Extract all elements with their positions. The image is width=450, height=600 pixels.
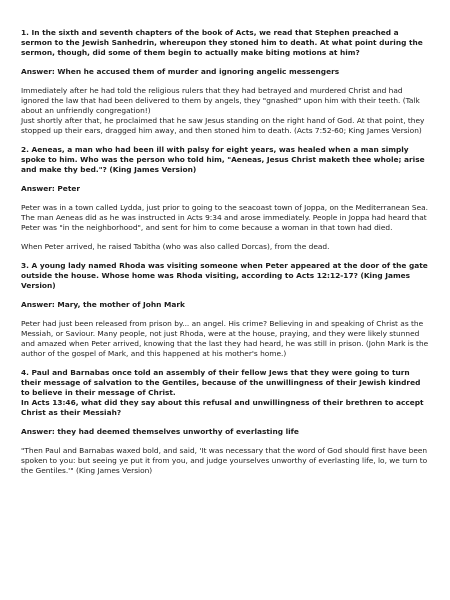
question-text-continued: In Acts 13:46, what did they say about this refusal and unwillingness of their brethren to accept Christ as their Messiah? (21, 398, 424, 417)
explanation-3: Peter had just been released from prison by... an angel. His crime? Believing in and speaking of Christ as the Messiah, or Saviour. Many people, not just Rhoda, were at the house, praying, and they were likely stunned and amazed when Peter arrived, knowing that the last they had heard, he was still in prison. (John Mark is the author of the gospel of Mark, and this happened at his mother's home.) (21, 319, 429, 358)
question-4 (21, 368, 430, 418)
answer-4: Answer: they had deemed themselves unworthy of everlasting life (21, 427, 299, 436)
explanation-2b: When Peter arrived, he raised Tabitha (who was also called Dorcas), from the dead. (21, 242, 330, 251)
explanation-2a: Peter was in a town called Lydda, just prior to going to the seacoast town of Joppa, on the Mediterranean Sea. The man Aeneas did as he was instructed in Acts 9:34 and arose immediately. People in Joppa had heard that Peter was "in the neighborhood", and sent for him to come because a woman in that town had died. (21, 203, 429, 232)
answer-1: Answer: When he accused them of murder and ignoring angelic messengers (21, 67, 340, 76)
question-text: Aeneas, a man who had been ill with palsy for eight years, was healed when a man simply spoke to him. Who was the person who told him, "Aeneas, Jesus Christ maketh thee whole; arise and make thy bed."? (King James Version) (21, 145, 425, 174)
question-text: Paul and Barnabas once told an assembly of their fellow Jews that they were going to turn their message of salvation to the Gentiles, because of the unwillingness of their Jewish kindred to believe in their message of Christ. (21, 368, 421, 397)
answer-3: Answer: Mary, the mother of John Mark (21, 300, 185, 309)
explanation-paragraph: Just shortly after that, he proclaimed that he saw Jesus standing on the right hand of God. At that point, they stopped up their ears, dragged him away, and then stoned him to death. (Acts 7:52-60; King James Version) (21, 116, 425, 135)
question-number: 2. (21, 145, 29, 154)
question-3 (21, 261, 430, 291)
explanation-paragraph: Immediately after he had told the religious rulers that they had betrayed and murdered Christ and had ignored the law that had been delivered to them by angels, they "gnashed" upon him with their teeth. (Talk about an unfriendly congregation!) (21, 86, 420, 115)
explanation-4: "Then Paul and Barnabas waxed bold, and said, 'It was necessary that the word of God should first have been spoken to you: but seeing ye put it from you, and judge yourselves unworthy of everlasting life, lo, we turn to the Gentiles.'" (King James Version) (21, 446, 428, 475)
question-text: A young lady named Rhoda was visiting someone when Peter appeared at the door of the gate outside the house. Whose home was Rhoda visiting, according to Acts 12:12-17? (King James Version) (21, 261, 428, 290)
question-1 (21, 28, 430, 58)
question-number: 3. (21, 261, 29, 270)
question-2 (21, 145, 430, 175)
question-number: 4. (21, 368, 29, 377)
question-text: In the sixth and seventh chapters of the book of Acts, we read that Stephen preached a sermon to the Jewish Sanhedrin, whereupon they stoned him to death. At what point during the sermon, though, did some of them begin to actually make biting motions at him? (21, 28, 423, 57)
answer-2: Answer: Peter (21, 184, 81, 193)
question-number: 1. (21, 28, 29, 37)
explanation-1 (21, 86, 430, 136)
